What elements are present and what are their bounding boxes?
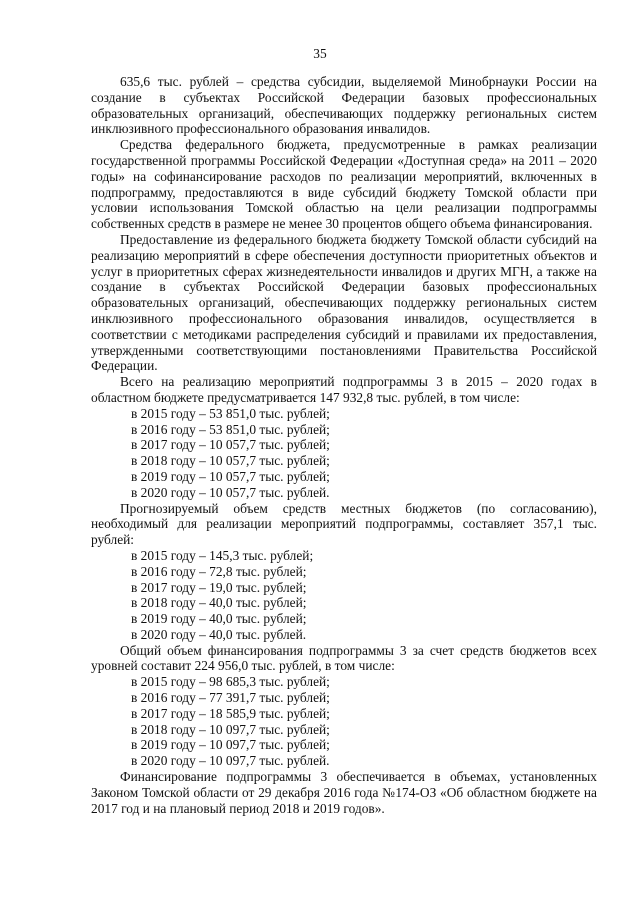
paragraph-law-reference: Финансирование подпрограммы 3 обеспечивается в объемах, установленных Законом Томской области от 29 декабря 2016 года №174-ОЗ «Об областном бюджете на 2017 год и на плановый период 2018 и 2019 годов». xyxy=(91,769,597,816)
list-item: в 2016 году – 72,8 тыс. рублей; xyxy=(131,563,307,579)
list-item: в 2015 году – 53 851,0 тыс. рублей; xyxy=(131,405,330,421)
list-item: в 2018 году – 10 057,7 тыс. рублей; xyxy=(131,453,330,469)
paragraph-local-budgets: Прогнозируемый объем средств местных бюджетов (по согласованию), необходимый для реализации мероприятий подпрограммы, составляет 357,1 тыс. рублей: xyxy=(91,500,597,548)
paragraph-total-financing: Общий объем финансирования подпрограммы 3 за счет средств бюджетов всех уровней составит 224 956,0 тыс. рублей, в том числе: xyxy=(91,642,597,674)
paragraph-federal-funds: Средства федерального бюджета, предусмотренные в рамках реализации государственной программы Российской Федерации «Доступная среда» на 2011 – 2020 годы» на софинансирование расходов по реализации мероприятий, включенных в подпрограмму, предоставляются в виде субсидий бюджету Томской области при условии использования Томской областью на цели реализации подпрограммы собственных средств в размере не менее 30 процентов общего объема финансирования. xyxy=(91,137,597,232)
list-item: в 2015 году – 145,3 тыс. рублей; xyxy=(131,547,314,563)
list-item: в 2016 году – 77 391,7 тыс. рублей; xyxy=(131,690,330,706)
list-item: в 2020 году – 10 097,7 тыс. рублей. xyxy=(131,753,330,769)
list-item: в 2018 году – 40,0 тыс. рублей; xyxy=(131,595,307,611)
document-body xyxy=(91,74,597,816)
list-item: в 2019 году – 10 057,7 тыс. рублей; xyxy=(131,468,330,484)
list-item: в 2019 году – 10 097,7 тыс. рублей; xyxy=(131,737,330,753)
list-item: в 2017 году – 18 585,9 тыс. рублей; xyxy=(131,705,330,721)
list-item: в 2020 году – 40,0 тыс. рублей. xyxy=(131,626,307,642)
list-item: в 2017 году – 10 057,7 тыс. рублей; xyxy=(131,437,330,453)
paragraph-subsidy-minobrnauki: 635,6 тыс. рублей – средства субсидии, выделяемой Минобрнауки России на создание в субъектах Российской Федерации базовых профессиональных образовательных организаций, обеспечивающих поддержку региональных систем инклюзивного профессионального образования инвалидов. xyxy=(91,74,597,137)
total-financing-by-year-list xyxy=(91,674,597,769)
list-item: в 2017 году – 19,0 тыс. рублей; xyxy=(131,579,307,595)
list-item: в 2016 году – 53 851,0 тыс. рублей; xyxy=(131,421,330,437)
paragraph-subsidy-provision: Предоставление из федерального бюджета бюджету Томской области субсидий на реализацию мероприятий в сфере обеспечения доступности приоритетных объектов и услуг в приоритетных сферах жизнедеятельности инвалидов и других МГН, а также на создание в субъектах Российской Федерации базовых профессиональных образовательных организаций, обеспечивающих поддержку региональных систем инклюзивного профессионального образования инвалидов, осуществляется в соответствии с методиками распределения субсидий и правилами их предоставления, утвержденными соответствующими постановлениями Правительства Российской Федерации. xyxy=(91,231,597,374)
list-item: в 2020 году – 10 057,7 тыс. рублей. xyxy=(131,484,330,500)
local-budget-by-year-list xyxy=(91,548,597,643)
list-item: в 2018 году – 10 097,7 тыс. рублей; xyxy=(131,721,330,737)
paragraph-regional-budget-total: Всего на реализацию мероприятий подпрограммы 3 в 2015 – 2020 годах в областном бюджете предусматривается 147 932,8 тыс. рублей, в том числе: xyxy=(91,374,597,405)
list-item: в 2015 году – 98 685,3 тыс. рублей; xyxy=(131,674,330,690)
regional-budget-by-year-list xyxy=(91,406,597,501)
page-number: 35 xyxy=(313,46,327,61)
list-item: в 2019 году – 40,0 тыс. рублей; xyxy=(131,611,307,627)
